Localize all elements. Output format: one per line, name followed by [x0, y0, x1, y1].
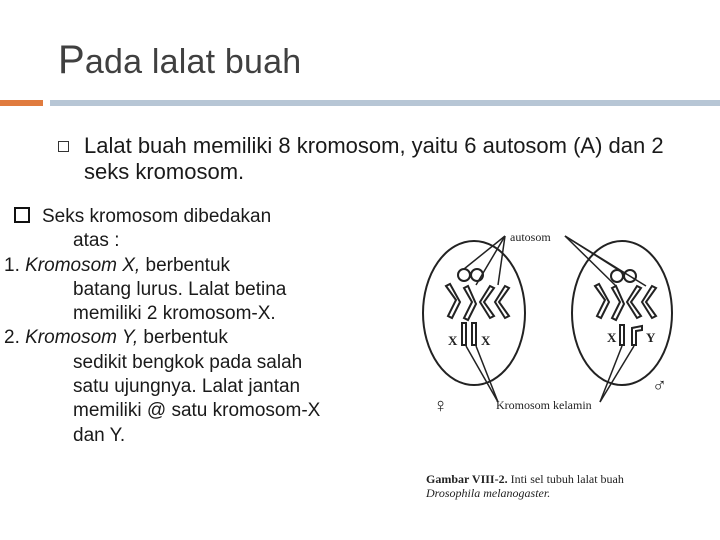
pointer-lines	[464, 236, 646, 402]
title-first-letter: P	[58, 38, 85, 82]
label-x-male: X	[607, 330, 617, 345]
female-symbol-icon: ♀	[433, 395, 448, 417]
body-line-8: satu ujungnya. Lalat jantan	[73, 376, 301, 398]
figure-caption-line-1	[426, 472, 624, 486]
label-autosom: autosom	[510, 230, 551, 244]
figure-caption-line-2: Drosophila melanogaster.	[426, 486, 551, 500]
male-symbol-icon: ♂	[652, 375, 667, 397]
body-text-3: berbentuk	[140, 254, 231, 276]
label-x-female-2: X	[481, 333, 491, 348]
label-x-female-1: X	[448, 333, 458, 348]
body-text-1: Seks kromosom dibedakan	[42, 206, 272, 227]
list-number-2: 2.	[4, 327, 26, 349]
body-line-9: memiliki @ satu kromosom-X	[73, 400, 321, 422]
body-line-2: atas :	[73, 230, 120, 252]
title-rest: ada lalat buah	[84, 43, 302, 81]
body-line-5: memiliki 2 kromosom-X.	[73, 303, 276, 325]
caption-rest: Inti sel tubuh lalat buah	[507, 472, 624, 486]
label-y-male: Y	[646, 330, 656, 345]
label-kromosom-kelamin: Kromosom kelamin	[496, 398, 592, 412]
male-nucleus-circle	[572, 241, 672, 385]
body-text-6: berbentuk	[138, 327, 228, 349]
term-kromosom-y: Kromosom Y,	[25, 327, 139, 349]
caption-bold: Gambar VIII-2.	[426, 472, 508, 486]
body-line-4: batang lurus. Lalat betina	[73, 278, 287, 300]
bullet-main-text: Lalat buah memiliki 8 kromosom, yaitu 6 autosom (A) dan 2 seks kromosom.	[84, 133, 664, 184]
term-kromosom-x: Kromosom X,	[25, 254, 141, 276]
body-line-10: dan Y.	[73, 424, 126, 446]
female-nucleus-circle	[423, 241, 525, 385]
list-number-1: 1.	[4, 254, 26, 276]
body-line-7: sedikit bengkok pada salah	[73, 351, 303, 373]
